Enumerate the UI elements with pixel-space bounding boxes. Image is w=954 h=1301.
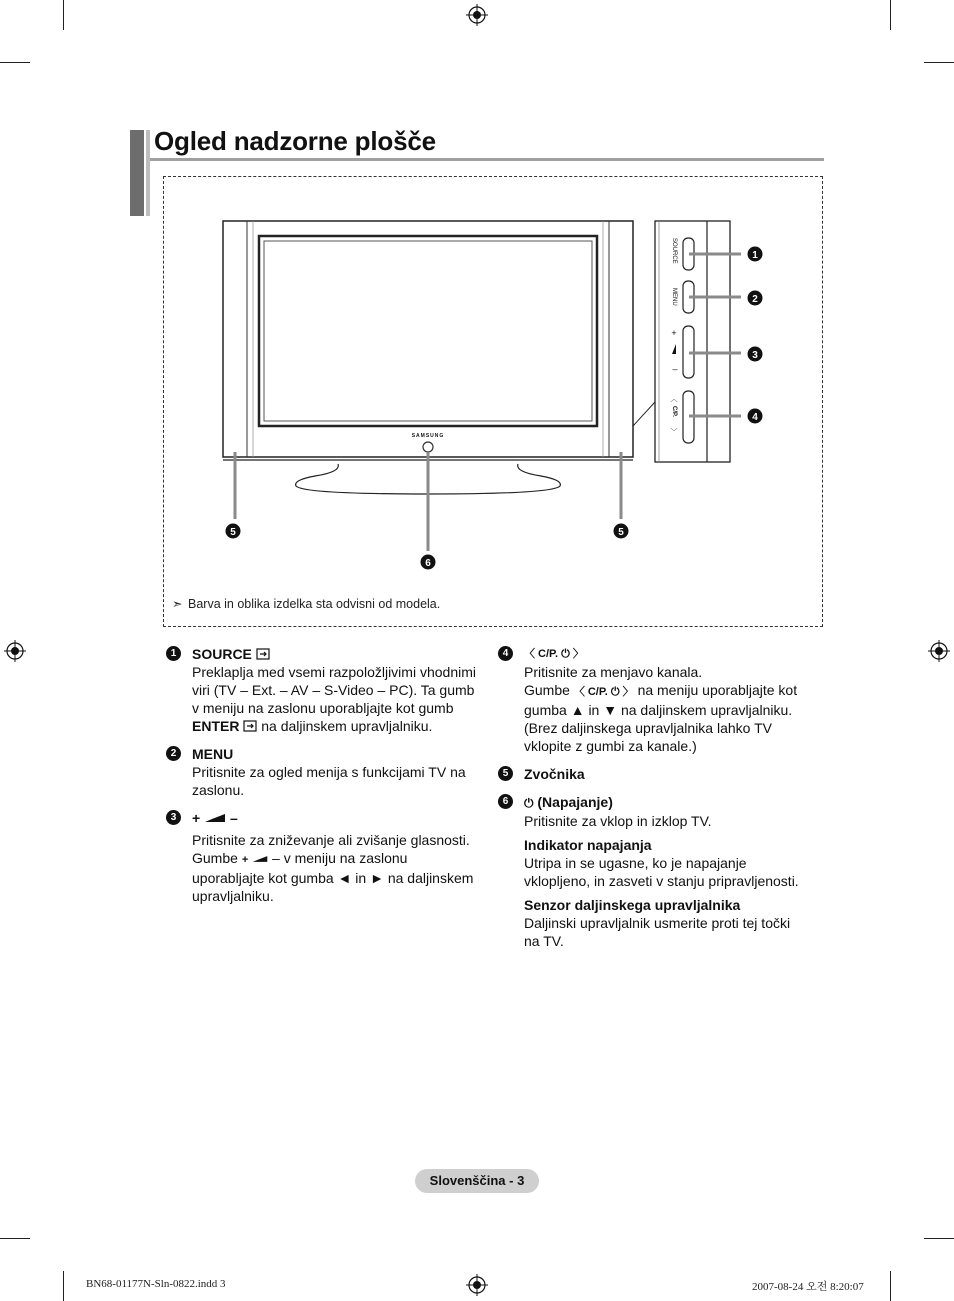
channel-icon: 〈 C/P. ⏻ 〉 <box>524 648 584 660</box>
power-icon: ⏻ <box>524 796 534 810</box>
crop-mark <box>0 1238 30 1239</box>
item-text: Gumbe <box>192 850 238 866</box>
item-number: 3 <box>166 810 181 825</box>
vol-minus-label: – <box>672 364 678 374</box>
right-column <box>502 645 824 960</box>
item-number: 6 <box>498 794 513 809</box>
item-text: na TV. <box>524 933 564 949</box>
crop-mark <box>890 0 891 30</box>
item-text: (Brez daljinskega upravljalnika lahko TV <box>524 720 772 736</box>
item-text: upravljalniku. <box>192 888 274 904</box>
title-accent-bar <box>130 130 144 216</box>
crop-mark <box>924 62 954 63</box>
crop-mark <box>890 1271 891 1301</box>
vol-plus-label: + <box>671 328 677 338</box>
minus-sign: – <box>229 810 238 826</box>
item-text: Pritisnite za zniževanje ali zvišanje glasnosti. <box>192 832 470 848</box>
print-slug-right: 2007-08-24 오전 8:20:07 <box>752 1281 864 1293</box>
page-number-badge: Slovenščina - 3 <box>415 1169 539 1193</box>
page-title: Ogled nadzorne plošče <box>154 126 436 156</box>
title-accent-bar <box>146 130 150 216</box>
item-text: Pritisnite za menjavo kanala. <box>524 664 703 680</box>
item-heading: (Napajanje) <box>537 794 613 810</box>
enter-word: ENTER <box>192 718 240 734</box>
power-led <box>423 442 433 452</box>
item-text: na meniju uporabljajte kot <box>637 682 798 698</box>
side-panel-bevel <box>633 402 655 426</box>
channel-down-icon: ﹀ <box>670 429 678 436</box>
source-label: SOURCE <box>671 238 677 264</box>
callout-5-right-num: 5 <box>618 527 624 538</box>
volume-icon <box>252 855 268 863</box>
item-text: Gumbe <box>524 682 570 698</box>
item-source <box>170 645 492 735</box>
item-text: na daljinskem upravljalniku. <box>261 718 433 734</box>
item-text: vklopljeno, in zasveti v stanju pripravljenosti. <box>524 873 799 889</box>
note-arrow-icon: ➣ <box>172 597 183 611</box>
sub-heading: Senzor daljinskega upravljalnika <box>524 897 741 913</box>
sub-heading: Indikator napajanja <box>524 837 652 853</box>
item-text: Daljinski upravljalnik usmerite proti tej točki <box>524 915 791 931</box>
registration-mark-icon <box>466 4 488 26</box>
channel-up-icon: ︿ <box>670 396 678 403</box>
note-text: Barva in oblika izdelka sta odvisni od modela. <box>188 597 441 611</box>
item-text: gumba ▲ in ▼ na daljinskem upravljalniku. <box>524 702 793 718</box>
registration-mark-icon <box>928 640 950 662</box>
channel-icon: 〈 C/P. ⏻ 〉 <box>573 686 634 698</box>
tv-diagram <box>163 176 823 596</box>
enter-icon <box>243 720 257 732</box>
callout-2-num: 2 <box>752 294 758 305</box>
crop-mark <box>63 1271 64 1301</box>
plus-sign: + <box>241 854 249 866</box>
item-heading <box>192 809 492 827</box>
item-text: zaslonu. <box>192 782 245 798</box>
volume-icon <box>204 813 226 823</box>
item-text: Pritisnite za ogled menija s funkcijami TV na <box>192 764 466 780</box>
item-text: Pritisnite za vklop in izklop TV. <box>524 813 712 829</box>
crop-mark <box>63 0 64 30</box>
item-number: 2 <box>166 746 181 761</box>
left-column <box>170 645 492 915</box>
callout-3-num: 3 <box>752 350 758 361</box>
item-number: 1 <box>166 646 181 661</box>
item-number: 5 <box>498 766 513 781</box>
item-power <box>502 793 824 950</box>
item-menu <box>170 745 492 799</box>
item-heading: MENU <box>192 746 234 762</box>
item-text: v meniju na zaslonu <box>283 850 408 866</box>
callout-1-num: 1 <box>752 250 758 261</box>
menu-label: MENU <box>671 288 677 306</box>
callout-6-num: 6 <box>425 558 431 569</box>
item-text: viri (TV – Ext. – AV – S-Video – PC). Ta gumb <box>192 682 475 698</box>
tv-brand-logo: SAMSUNG <box>411 433 445 439</box>
item-volume <box>170 809 492 905</box>
item-text: Utripa in se ugasne, ko je napajanje <box>524 855 747 871</box>
item-speakers <box>502 765 824 783</box>
crop-mark <box>924 1238 954 1239</box>
source-input-icon <box>256 648 270 660</box>
item-channel <box>502 645 824 755</box>
item-heading: SOURCE <box>192 646 252 662</box>
callout-5-left-num: 5 <box>230 527 236 538</box>
item-text: Preklaplja med vsemi razpoložljivimi vhodnimi <box>192 664 476 680</box>
registration-mark-icon <box>466 1274 488 1296</box>
item-number: 4 <box>498 646 513 661</box>
title-rule <box>150 158 824 161</box>
registration-mark-icon <box>4 640 26 662</box>
plus-sign: + <box>192 810 201 826</box>
print-slug-left: BN68-01177N-Sln-0822.indd 3 <box>86 1278 226 1290</box>
item-heading: Zvočnika <box>524 766 585 782</box>
crop-mark <box>0 62 30 63</box>
item-text: v meniju na zaslonu uporabljajte kot gumb <box>192 700 454 716</box>
item-text: uporabljajte kot gumba ◄ in ► na daljinskem <box>192 870 474 886</box>
minus-sign: – <box>272 850 280 866</box>
tv-screen <box>264 241 592 421</box>
channel-label: C/P. <box>671 406 677 417</box>
model-note <box>172 596 440 611</box>
callout-4-num: 4 <box>752 412 758 423</box>
item-text: vklopite z gumbi za kanale.) <box>524 738 697 754</box>
